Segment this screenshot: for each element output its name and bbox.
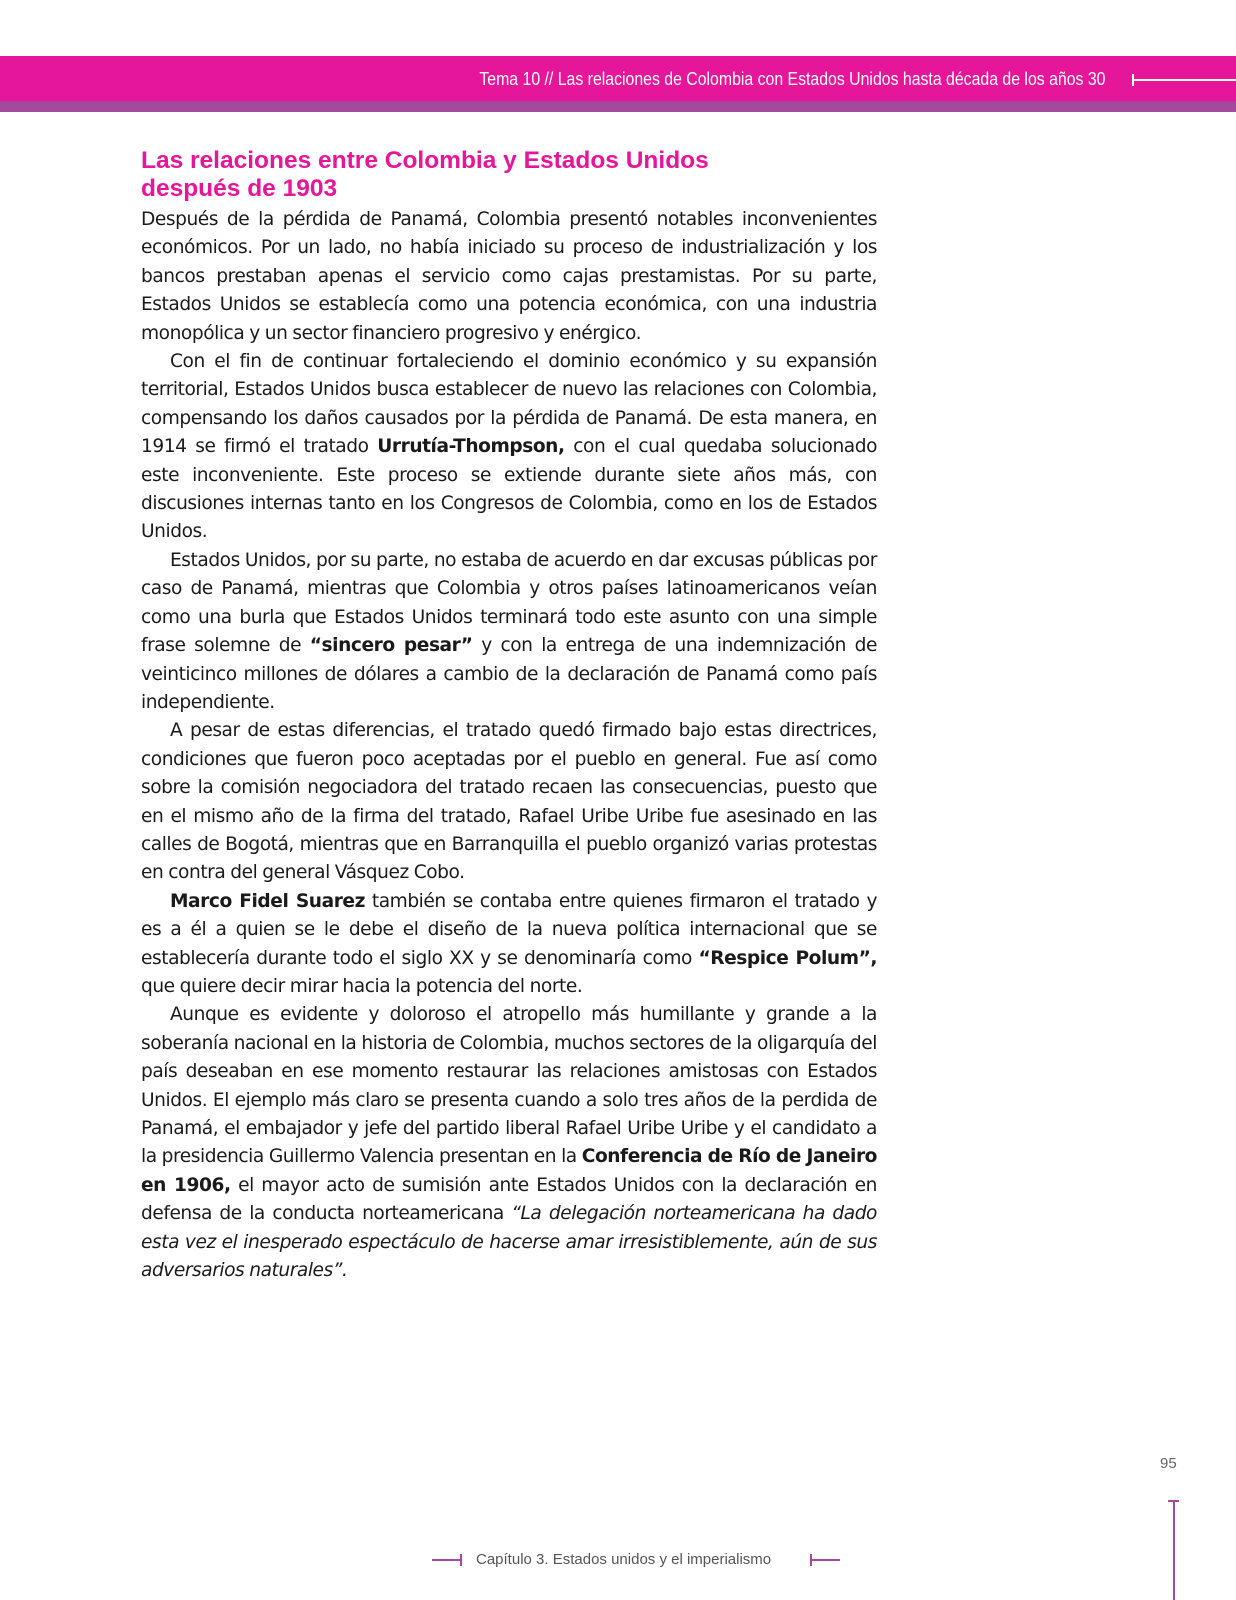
paragraph-4: A pesar de estas diferencias, el tratado quedó firmado bajo estas directrices, condiciones que fueron poco aceptadas por el pueblo en general. Fue así como sobre la comisión negociadora del tratado recaen las consecuencias, puesto que en el mismo año de la firma del tratado, Rafael Uribe Uribe fue asesinado en las calles de Bogotá, mientras que en Barranquilla el pueblo organizó varias protestas en contra del general Vásquez Cobo.: [141, 720, 877, 884]
footer-rule-left: [432, 1559, 462, 1561]
section-title-line2: después de 1903: [141, 175, 338, 202]
paragraph-3-text-a: Estados Unidos, por su parte, no estaba de acuerdo en dar excusas públicas por caso de Panamá, mientras que Colombia y otros países latinoamericanos veían como una burla que Estados Unidos terminará todo este asunto con una simple frase solemne de: [141, 549, 877, 657]
footer-rule-right: [810, 1559, 840, 1561]
margin-rule: [1173, 1500, 1175, 1600]
marco-fidel-suarez-name: Marco Fidel Suarez: [170, 890, 365, 912]
header-rule: [1132, 79, 1236, 81]
sincero-pesar-phrase: “sincero pesar”: [309, 635, 473, 657]
paragraph-6-text-a: Aunque es evidente y doloroso el atropello más humillante y grande a la soberanía nacional en la historia de Colombia, muchos sectores de la oligarquía del país deseaban en ese momento restaurar las relaciones amistosas con Estados Unidos. El ejemplo más claro se presenta cuando a solo tres años de la perdida de Panamá, el embajador y jefe del partido liberal Rafael Uribe Uribe y el candidato a la presidencia Guillermo Valencia presentan en la: [141, 1004, 877, 1168]
body-text: [141, 206, 877, 1285]
footer-chapter-title: Estados unidos y el imperialismo: [548, 1551, 772, 1568]
respice-polum-phrase: “Respice Polum”,: [698, 947, 877, 969]
paragraph-2-text-a: Con el fin de continuar fortaleciendo el dominio económico y su expansión territorial, Estados Unidos busca establecer de nuevo las relaciones con Colombia, compensando los daños causados por la pérdida de Panamá. De esta manera, en 1914 se firmó el tratado: [141, 351, 877, 458]
header-tick: [1132, 74, 1134, 86]
footer-chapter: [476, 1551, 771, 1569]
paragraph-3-text-c: y con la entrega de una indemnización de veinticinco millones de dólares a cambio de la declaración de Panamá como país independiente.: [141, 635, 878, 713]
paragraph-3: [141, 547, 877, 717]
footer-tick-right: [810, 1554, 812, 1566]
paragraph-2-text-c: con el cual quedaba solucionado este inconveniente. Este proceso se extiende durante siete años más, con discusiones internas tanto en los Congresos de Colombia, como en los de Estados Unidos.: [141, 436, 877, 543]
section-title-line1: Las relaciones entre Colombia y Estados Unidos: [141, 147, 709, 174]
paragraph-5-text-b: también se contaba entre quienes firmaron el tratado y es a él a quien se le debe el diseño de la nueva política internacional que se establecería durante todo el siglo XX y se denominaría como: [141, 890, 877, 969]
page-number: 95: [1160, 1455, 1177, 1472]
treaty-name: Urrutía-Thompson,: [377, 436, 565, 458]
paragraph-5-text-d: que quiere decir mirar hacia la potencia del norte.: [141, 975, 583, 997]
paragraph-2: [141, 348, 877, 547]
section-title: [141, 147, 901, 203]
paragraph-6: [141, 1001, 877, 1285]
paragraph-5: [141, 888, 877, 1002]
paragraph-6-text-c: el mayor acto de sumisión ante Estados Unidos con la declaración en defensa de la conducta norteamericana: [141, 1174, 877, 1225]
delegation-quote: “La delegación norteamericana ha dado esta vez el inesperado espectáculo de hacerse amar irresistiblemente, aún de sus adversarios naturales”.: [141, 1203, 877, 1282]
footer-tick-left: [460, 1554, 462, 1566]
running-header: Tema 10 // Las relaciones de Colombia con Estados Unidos hasta década de los años 30: [478, 69, 1105, 89]
header-stripe: [0, 101, 1236, 112]
paragraph-1: Después de la pérdida de Panamá, Colombia presentó notables inconvenientes económicos. Por un lado, no había iniciado su proceso de industrialización y los bancos prestaban apenas el servicio como cajas prestamistas. Por su parte, Estados Unidos se establecía como una potencia económica, con una industria monopólica y un sector financiero progresivo y enérgico.: [141, 209, 877, 344]
conference-name: Conferencia de Río de Janeiro en 1906,: [141, 1146, 877, 1196]
footer-chapter-number: Capítulo 3.: [476, 1551, 549, 1568]
